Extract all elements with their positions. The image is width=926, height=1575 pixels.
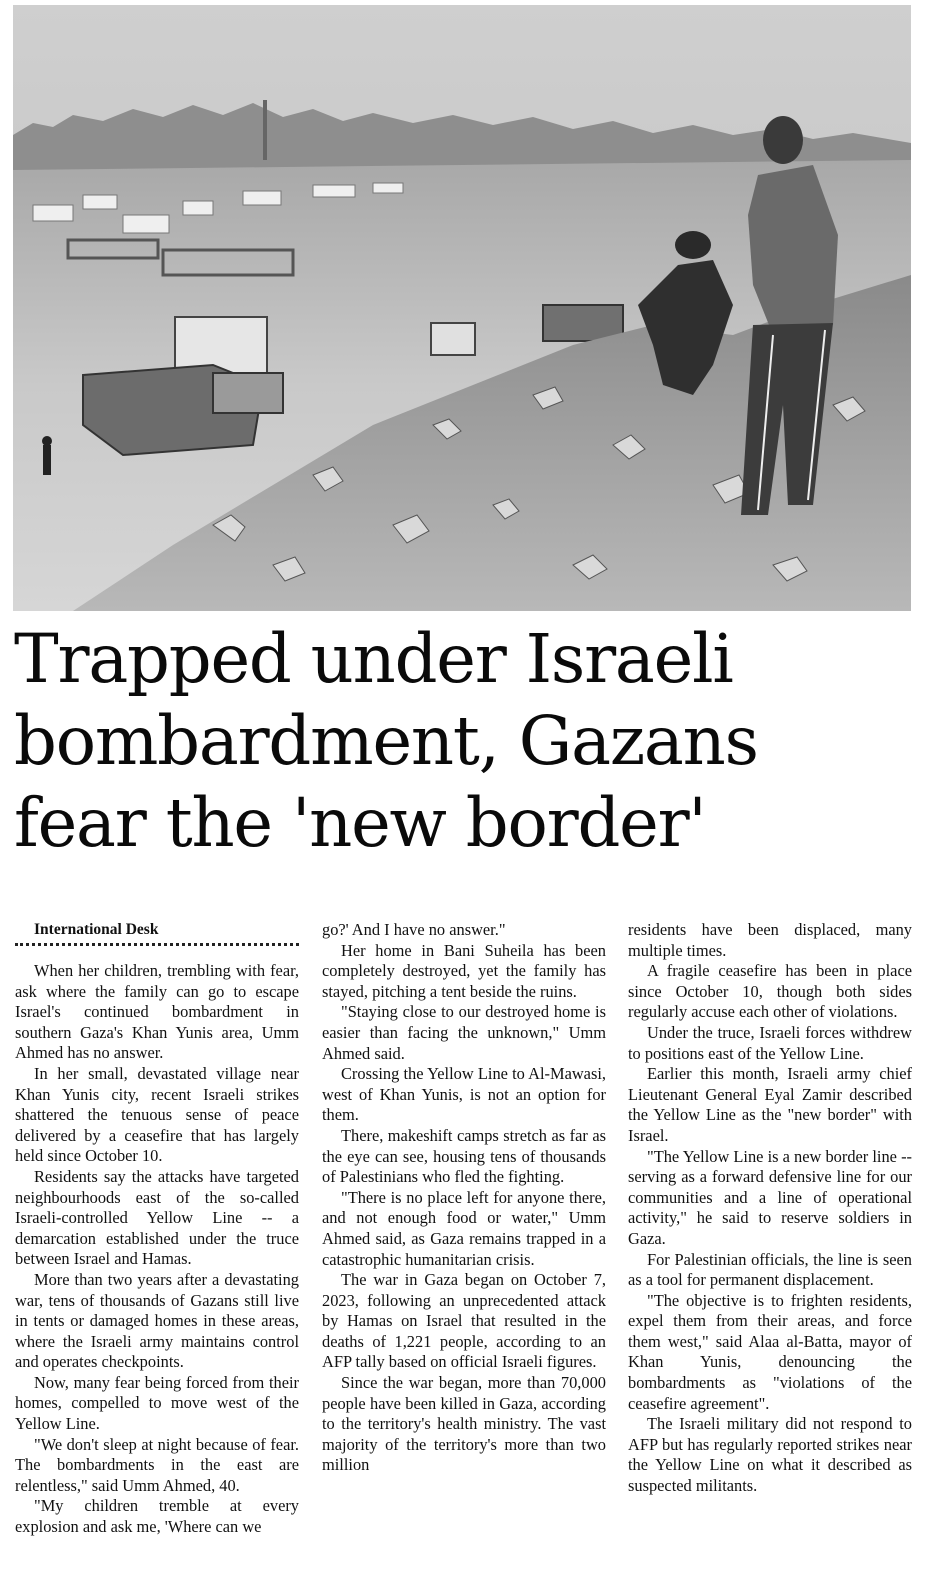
paragraph-continued: residents have been displaced, many multiple times. [628, 920, 912, 960]
article-column-3 [628, 920, 912, 1497]
paragraph: Her home in Bani Suheila has been completely destroyed, yet the family has stayed, pitching a tent beside the ruins. [322, 940, 606, 1001]
paragraph-continued: go?' And I have no answer." [322, 920, 506, 939]
paragraph: Earlier this month, Israeli army chief Lieutenant General Eyal Zamir described the Yellow Line as the "new border" with Israel. [628, 1064, 912, 1145]
paragraph: Residents say the attacks have targeted neighbourhoods east of the so-called Israeli-controlled Yellow Line -- a demarcation established under the truce between Israel and Hamas. [15, 1166, 299, 1269]
paragraph: "There is no place left for anyone there, and not enough food or water," Umm Ahmed said, as Gaza remains trapped in a catastrophic humanitarian crisis. [322, 1187, 606, 1269]
paragraph: "The objective is to frighten residents, expel them from their areas, and force them west," said Alaa al-Batta, mayor of Khan Yunis, denouncing the bombardments as "violations of the ceasefire agreement". [628, 1290, 912, 1413]
paragraph: The Israeli military did not respond to AFP but has regularly reported strikes near the Yellow Line on what it described as suspected militants. [628, 1414, 912, 1496]
paragraph: Under the truce, Israeli forces withdrew to positions east of the Yellow Line. [628, 1022, 912, 1063]
paragraph: In her small, devastated village near Khan Yunis city, recent Israeli strikes shattered the tenuous sense of peace delivered by a ceasefire that has largely held since October 10. [15, 1063, 299, 1166]
rubble-landscape-image [13, 5, 911, 611]
headline-line-1: Trapped under Israeli [14, 620, 733, 698]
paragraph: Since the war began, more than 70,000 people have been killed in Gaza, according to the territory's health ministry. The vast majority of the territory's more than two million [322, 1373, 606, 1475]
article-column-1 [15, 920, 299, 1538]
article-headline [14, 618, 914, 864]
paragraph: Crossing the Yellow Line to Al-Mawasi, west of Khan Yunis, is not an option for them. [322, 1064, 606, 1125]
byline: International Desk [34, 921, 159, 938]
paragraph: More than two years after a devastating war, tens of thousands of Gazans still live in tents or damaged homes in these areas, where the Israeli army maintains control and operates checkpoints. [15, 1269, 299, 1372]
paragraph: When her children, trembling with fear, ask where the family can go to escape Israel's continued bombardment in southern Gaza's Khan Yunis area, Umm Ahmed has no answer. [15, 961, 299, 1063]
paragraph: "The Yellow Line is a new border line -- serving as a forward defensive line for our communities and a line of operational activity," he said to reserve soldiers in Gaza. [628, 1146, 912, 1248]
paragraph: A fragile ceasefire has been in place since October 10, though both sides regularly accuse each other of violations. [628, 961, 912, 1022]
headline-line-3: fear the 'new border' [14, 784, 706, 862]
paragraph: "We don't sleep at night because of fear. The bombardments in the east are relentless," said Umm Ahmed, 40. [15, 1434, 299, 1495]
article-column-2 [322, 920, 606, 1476]
paragraph: For Palestinian officials, the line is seen as a tool for permanent displacement. [628, 1249, 912, 1290]
paragraph: "Staying close to our destroyed home is easier than facing the unknown," Umm Ahmed said. [322, 1002, 606, 1063]
paragraph: The war in Gaza began on October 7, 2023, following an unprecedented attack by Hamas on Israel that resulted in the deaths of 1,221 people, according to an AFP tally based on official Israeli figures. [322, 1270, 606, 1372]
paragraph: Now, many fear being forced from their homes, compelled to move west of the Yellow Line. [15, 1372, 299, 1434]
byline-divider [15, 943, 299, 946]
headline-line-2: bombardment, Gazans [14, 702, 758, 780]
paragraph: There, makeshift camps stretch as far as the eye can see, housing tens of thousands of Palestinians who fled the fighting. [322, 1125, 606, 1187]
article-photo [13, 5, 911, 611]
paragraph: "My children tremble at every explosion and ask me, 'Where can we [15, 1496, 299, 1537]
